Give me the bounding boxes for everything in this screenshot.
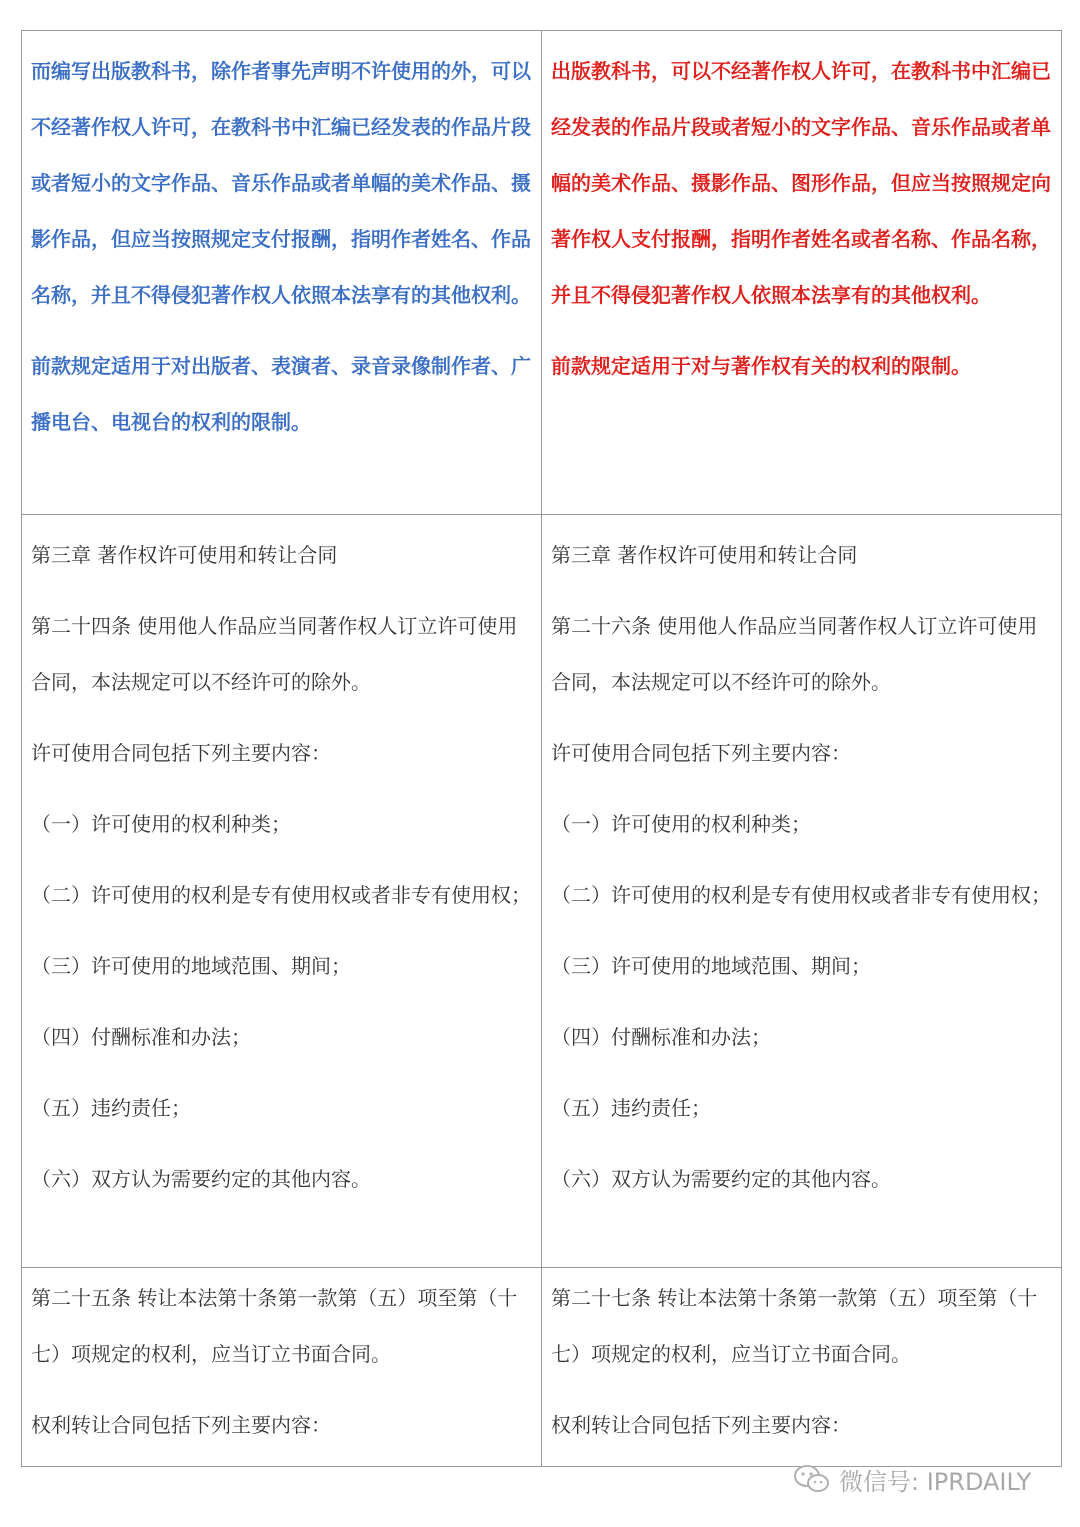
list-item: （四）付酬标准和办法； bbox=[31, 1025, 251, 1049]
article-text: 许可使用合同包括下列主要内容： bbox=[551, 741, 851, 765]
list-item: （二）许可使用的权利是专有使用权或者非专有使用权； bbox=[551, 883, 1051, 907]
new-law-cell bbox=[542, 515, 1062, 1268]
list-item: （六）双方认为需要约定的其他内容。 bbox=[31, 1167, 371, 1191]
chapter-heading: 第三章 著作权许可使用和转让合同 bbox=[551, 543, 858, 567]
article-text: 第二十六条 使用他人作品应当同著作权人订立许可使用合同，本法规定可以不经许可的除外。 bbox=[551, 614, 1038, 694]
article-text: 权利转让合同包括下列主要内容： bbox=[31, 1413, 331, 1437]
list-item: （六）双方认为需要约定的其他内容。 bbox=[551, 1167, 891, 1191]
old-law-cell bbox=[22, 31, 542, 515]
list-item: （二）许可使用的权利是专有使用权或者非专有使用权； bbox=[31, 883, 531, 907]
list-item: （三）许可使用的地域范围、期间； bbox=[551, 954, 871, 978]
list-item: （一）许可使用的权利种类； bbox=[31, 812, 291, 836]
article-text: 许可使用合同包括下列主要内容： bbox=[31, 741, 331, 765]
article-text: 第二十五条 转让本法第十条第一款第（五）项至第（十七）项规定的权利，应当订立书面合同。 bbox=[31, 1286, 518, 1366]
table-row bbox=[22, 1268, 1062, 1467]
chapter-heading: 第三章 著作权许可使用和转让合同 bbox=[31, 543, 338, 567]
watermark-text: 微信号: IPRDAILY bbox=[839, 1467, 1032, 1496]
new-paragraph: 出版教科书，可以不经著作权人许可，在教科书中汇编已经发表的作品片段或者短小的文字作品、音乐作品或者单幅的美术作品、摄影作品、图形作品，但应当按照规定向著作权人支付报酬，指明作者姓名或者名称、作品名称，并且不得侵犯著作权人依照本法享有的其他权利。 bbox=[551, 59, 1051, 307]
new-paragraph: 前款规定适用于对与著作权有关的权利的限制。 bbox=[551, 354, 971, 378]
list-item: （五）违约责任； bbox=[551, 1096, 711, 1120]
wechat-icon bbox=[793, 1464, 831, 1494]
new-law-cell bbox=[542, 31, 1062, 515]
comparison-table bbox=[21, 30, 1062, 1467]
article-text: 权利转让合同包括下列主要内容： bbox=[551, 1413, 851, 1437]
list-item: （四）付酬标准和办法； bbox=[551, 1025, 771, 1049]
old-law-cell bbox=[22, 515, 542, 1268]
list-item: （一）许可使用的权利种类； bbox=[551, 812, 811, 836]
table-row bbox=[22, 31, 1062, 515]
article-text: 第二十七条 转让本法第十条第一款第（五）项至第（十七）项规定的权利，应当订立书面合同。 bbox=[551, 1286, 1038, 1366]
old-paragraph: 前款规定适用于对出版者、表演者、录音录像制作者、广播电台、电视台的权利的限制。 bbox=[31, 354, 531, 434]
old-law-cell bbox=[22, 1268, 542, 1467]
wechat-watermark bbox=[793, 1459, 1031, 1499]
table-row bbox=[22, 515, 1062, 1268]
article-text: 第二十四条 使用他人作品应当同著作权人订立许可使用合同，本法规定可以不经许可的除外。 bbox=[31, 614, 518, 694]
list-item: （三）许可使用的地域范围、期间； bbox=[31, 954, 351, 978]
old-paragraph: 而编写出版教科书，除作者事先声明不许使用的外，可以不经著作权人许可，在教科书中汇编已经发表的作品片段或者短小的文字作品、音乐作品或者单幅的美术作品、摄影作品，但应当按照规定支付报酬，指明作者姓名、作品名称，并且不得侵犯著作权人依照本法享有的其他权利。 bbox=[31, 59, 531, 307]
new-law-cell bbox=[542, 1268, 1062, 1467]
list-item: （五）违约责任； bbox=[31, 1096, 191, 1120]
